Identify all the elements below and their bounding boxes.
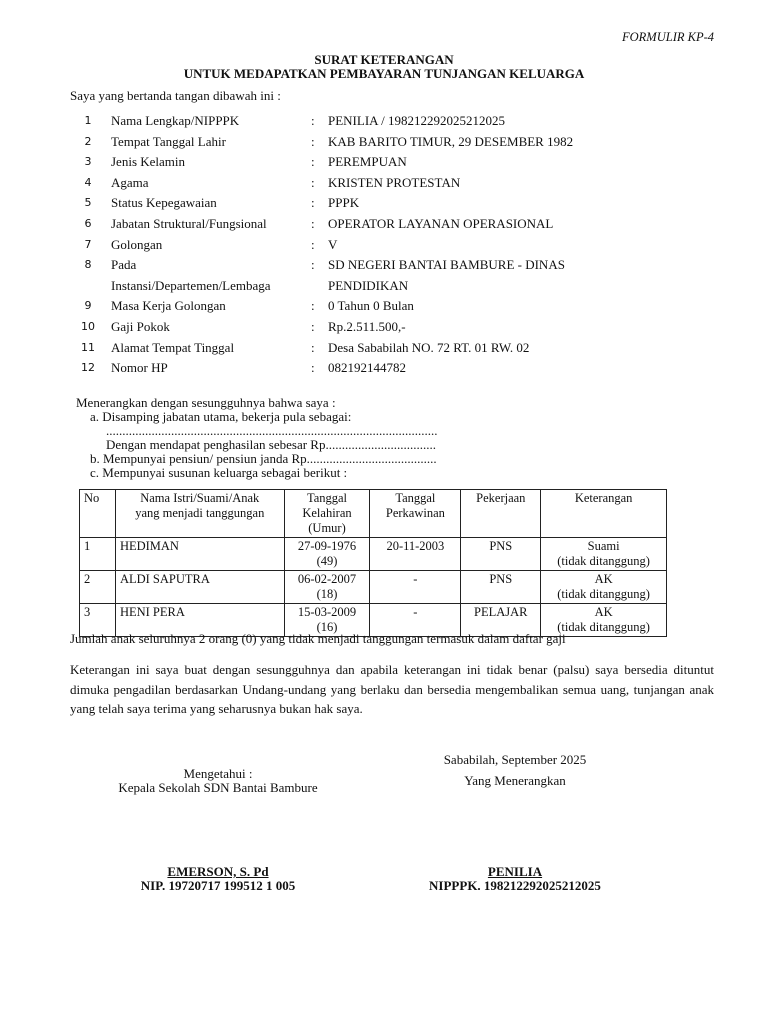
field-label: Jabatan Struktural/Fungsional: [111, 216, 267, 231]
field-value: Desa Sababilah NO. 72 RT. 01 RW. 02: [328, 340, 530, 355]
field-row: [0, 154, 768, 172]
field-colon: :: [311, 154, 315, 169]
field-colon: :: [311, 257, 315, 272]
field-value: 082192144782: [328, 360, 406, 375]
document-subtitle: UNTUK MEDAPATKAN PEMBAYARAN TUNJANGAN KELUARGA: [183, 66, 585, 81]
field-label: Pada: [111, 257, 137, 272]
item-c: c. Mempunyai susunan keluarga sebagai berikut :: [90, 465, 348, 480]
field-value: V: [328, 237, 338, 252]
header-job: Pekerjaan: [461, 490, 541, 538]
row-birth: 27-09-1976 (49): [284, 538, 370, 571]
field-row: [0, 113, 768, 131]
field-number: 4: [84, 176, 92, 189]
row-note: Suami (tidak ditanggung): [541, 538, 667, 571]
item-a-income: Dengan mendapat penghasilan sebesar Rp..................................: [106, 437, 436, 452]
field-value: OPERATOR LAYANAN OPERASIONAL: [328, 216, 554, 231]
field-value: PENDIDIKAN: [328, 278, 409, 293]
field-number: 1: [84, 114, 92, 127]
item-a-dots: ......................................................................................................: [106, 423, 438, 438]
field-label: Instansi/Departemen/Lembaga: [111, 278, 271, 293]
field-label: Golongan: [111, 237, 163, 252]
row-no: 2: [80, 571, 116, 604]
field-value: PENILIA / 198212292025212025: [328, 113, 505, 128]
field-row: [0, 134, 768, 152]
left-signer-nip: NIP. 19720717 199512 1 005: [140, 878, 296, 893]
field-number: 2: [84, 135, 92, 148]
field-colon: :: [311, 195, 315, 210]
row-birth: 06-02-2007 (18): [284, 571, 370, 604]
field-label: Nama Lengkap/NIPPPK: [111, 113, 240, 128]
header-marriage: Tanggal Perkawinan: [370, 490, 461, 538]
row-marriage: 20-11-2003: [370, 538, 461, 571]
header-birth: Tanggal Kelahiran (Umur): [284, 490, 370, 538]
field-value: PEREMPUAN: [328, 154, 407, 169]
field-colon: :: [311, 298, 315, 313]
field-row: [0, 278, 768, 296]
field-colon: :: [311, 319, 315, 334]
field-number: 10: [81, 320, 95, 333]
field-number: 9: [84, 299, 92, 312]
row-note: AK (tidak ditanggung): [541, 571, 667, 604]
field-colon: :: [311, 175, 315, 190]
left-signer-name: EMERSON, S. Pd: [167, 864, 269, 879]
row-job: PELAJAR: [461, 604, 541, 637]
field-number: 6: [84, 217, 92, 230]
family-table-header: [80, 490, 667, 538]
field-value: KAB BARITO TIMUR, 29 DESEMBER 1982: [328, 134, 574, 149]
field-label: Agama: [111, 175, 149, 190]
left-signer-label: Mengetahui :: [183, 766, 253, 781]
field-value: Rp.2.511.500,-: [328, 319, 406, 334]
field-row: [0, 340, 768, 358]
field-colon: :: [311, 216, 315, 231]
field-value: 0 Tahun 0 Bulan: [328, 298, 414, 313]
field-number: 8: [84, 258, 92, 271]
field-label: Jenis Kelamin: [111, 154, 186, 169]
row-name: HEDIMAN: [115, 538, 284, 571]
form-code: FORMULIR KP-4: [622, 30, 714, 44]
right-signer-role: Yang Menerangkan: [464, 773, 566, 788]
field-value: KRISTEN PROTESTAN: [328, 175, 461, 190]
field-row: [0, 298, 768, 316]
field-number: 5: [84, 196, 92, 209]
table-row: [80, 538, 667, 571]
row-marriage: -: [370, 604, 461, 637]
header-name: Nama Istri/Suami/Anak yang menjadi tanggungan: [115, 490, 284, 538]
header-note: Keterangan: [541, 490, 667, 538]
row-no: 1: [80, 538, 116, 571]
row-name: ALDI SAPUTRA: [115, 571, 284, 604]
field-row: [0, 175, 768, 193]
field-number: 7: [84, 238, 92, 251]
row-job: PNS: [461, 538, 541, 571]
statement-paragraph: Keterangan ini saya buat dengan sesungguhnya dan apabila keterangan ini tidak benar (palsu) saya bersedia dituntut dimuka pengadilan berdasarkan Undang-undang yang berlaku dan bersedia mengembalikan semua uang, tunjangan anak yang telah saya terima yang seharusnya bukan hak saya.: [70, 662, 714, 716]
row-no: 3: [80, 604, 116, 637]
table-row: [80, 571, 667, 604]
field-value: SD NEGERI BANTAI BAMBURE - DINAS: [328, 257, 565, 272]
family-table: [79, 489, 667, 637]
row-marriage: -: [370, 571, 461, 604]
left-signer-role: Kepala Sekolah SDN Bantai Bambure: [118, 780, 318, 795]
field-label: Tempat Tanggal Lahir: [111, 134, 226, 149]
right-signer-nip: NIPPPK. 198212292025212025: [429, 878, 601, 893]
field-colon: :: [311, 340, 315, 355]
declaration-heading: Menerangkan dengan sesungguhnya bahwa saya :: [76, 395, 336, 410]
field-row: [0, 216, 768, 234]
field-row: [0, 195, 768, 213]
field-row: [0, 360, 768, 378]
field-label: Status Kepegawaian: [111, 195, 217, 210]
field-number: 11: [81, 341, 95, 354]
field-number: 3: [84, 155, 92, 168]
field-colon: :: [311, 134, 315, 149]
right-signer-name: PENILIA: [487, 864, 543, 879]
field-label: Gaji Pokok: [111, 319, 170, 334]
place-date: Sababilah, September 2025: [443, 752, 587, 767]
document-title: SURAT KETERANGAN: [314, 52, 454, 67]
field-colon: :: [311, 113, 315, 128]
field-number: 12: [81, 361, 95, 374]
header-no: No: [80, 490, 116, 538]
children-count-text: Jumlah anak seluruhnya 2 orang (0) yang tidak menjadi tanggungan termasuk dalam daftar gaji: [70, 631, 566, 646]
field-label: Nomor HP: [111, 360, 168, 375]
field-label: Masa Kerja Golongan: [111, 298, 226, 313]
field-value: PPPK: [328, 195, 360, 210]
field-row: [0, 237, 768, 255]
field-row: [0, 257, 768, 275]
row-name: HENI PERA: [115, 604, 284, 637]
field-row: [0, 319, 768, 337]
field-colon: :: [311, 237, 315, 252]
field-label: Alamat Tempat Tinggal: [111, 340, 235, 355]
field-colon: :: [311, 360, 315, 375]
intro-text: Saya yang bertanda tangan dibawah ini :: [70, 88, 281, 103]
item-a: a. Disamping jabatan utama, bekerja pula sebagai:: [90, 409, 352, 424]
row-note: AK (tidak ditanggung): [541, 604, 667, 637]
row-job: PNS: [461, 571, 541, 604]
row-birth: 15-03-2009 (16): [284, 604, 370, 637]
item-b: b. Mempunyai pensiun/ pensiun janda Rp........................................: [90, 451, 437, 466]
